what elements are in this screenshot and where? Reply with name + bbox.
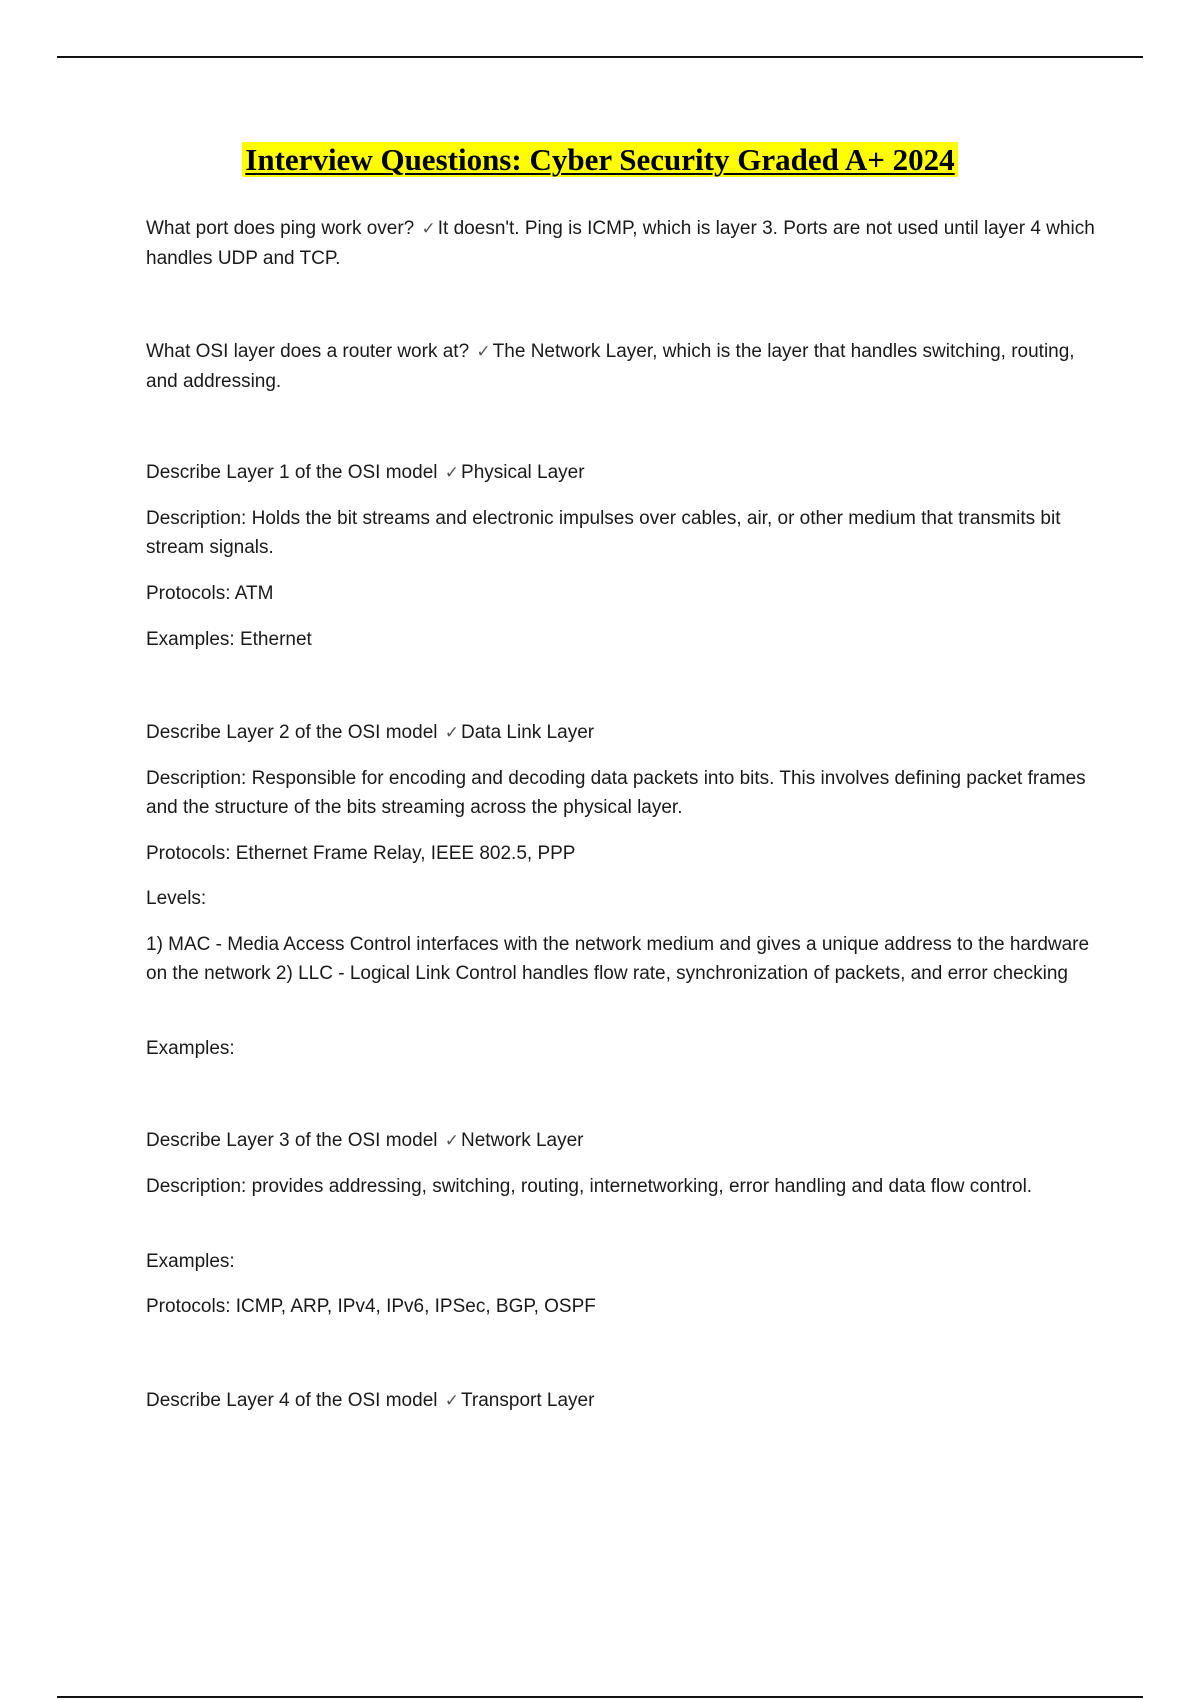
qa-line [146,214,1096,273]
paragraph [146,1172,1096,1201]
answer-text: The Network Layer, which is the layer that handles switching, routing, and addressing. [146,341,1075,392]
document-title: Interview Questions: Cyber Security Graded A+ 2024 [242,142,957,177]
paragraph [146,884,1096,913]
question-text: Describe Layer 2 of the OSI model [146,722,438,743]
paragraph-text: 1) MAC - Media Access Control interfaces with the network medium and gives a unique address to the hardware on the network 2) LLC - Logical Link Control handles flow rate, synchronization of packets, and error checking [146,934,1090,984]
title-container [0,142,1200,178]
paragraph-text: Examples: Ethernet [146,629,312,650]
question-text: Describe Layer 4 of the OSI model [146,1390,438,1411]
paragraph-text: Protocols: ICMP, ARP, IPv4, IPv6, IPSec, BGP, OSPF [146,1296,596,1317]
qa-line [146,1386,1096,1416]
check-mark-icon: ✓ [444,723,460,743]
check-mark-icon: ✓ [444,1131,460,1151]
answer-text: Data Link Layer [461,722,595,743]
paragraph [146,1247,1096,1276]
paragraph-text: Examples: [146,1038,235,1059]
answer-text: It doesn't. Ping is ICMP, which is layer 3. Ports are not used until layer 4 which handles UDP and TCP. [146,218,1095,269]
paragraph [146,625,1096,654]
paragraph [146,930,1096,988]
question-text: What port does ping work over? [146,218,415,239]
check-mark-icon: ✓ [476,342,491,362]
qa-line [146,1126,1096,1156]
paragraph-text: Description: provides addressing, switching, routing, internetworking, error handling and data flow control. [146,1176,1033,1197]
top-rule [57,56,1143,58]
bottom-rule [57,1696,1143,1698]
qa-block-2 [146,337,1096,396]
paragraph-text: Protocols: ATM [146,583,274,604]
paragraph [146,839,1096,868]
question-text: Describe Layer 1 of the OSI model [146,462,438,483]
qa-block-3 [146,458,1096,488]
paragraph [146,1034,1096,1063]
question-text: Describe Layer 3 of the OSI model [146,1130,438,1151]
check-mark-icon: ✓ [421,219,436,239]
qa-line [146,718,1096,748]
paragraph-text: Protocols: Ethernet Frame Relay, IEEE 802.5, PPP [146,843,576,864]
qa-block-4 [146,718,1096,748]
qa-block-5 [146,1126,1096,1156]
qa-line [146,458,1096,488]
paragraph [146,764,1096,822]
qa-block-6 [146,1386,1096,1416]
paragraph-text: Levels: [146,888,207,909]
answer-text: Transport Layer [461,1390,595,1411]
qa-block-1 [146,214,1096,273]
paragraph [146,504,1096,562]
paragraph-text: Examples: [146,1251,235,1272]
qa-line [146,337,1096,396]
answer-text: Physical Layer [461,462,585,483]
paragraph [146,579,1096,608]
question-text: What OSI layer does a router work at? [146,341,470,362]
check-mark-icon: ✓ [444,1391,460,1411]
paragraph [146,1292,1096,1321]
paragraph-text: Description: Holds the bit streams and electronic impulses over cables, air, or other medium that transmits bit stream signals. [146,508,1061,558]
check-mark-icon: ✓ [444,463,460,483]
paragraph-text: Description: Responsible for encoding and decoding data packets into bits. This involves defining packet frames and the structure of the bits streaming across the physical layer. [146,768,1086,818]
answer-text: Network Layer [461,1130,584,1151]
